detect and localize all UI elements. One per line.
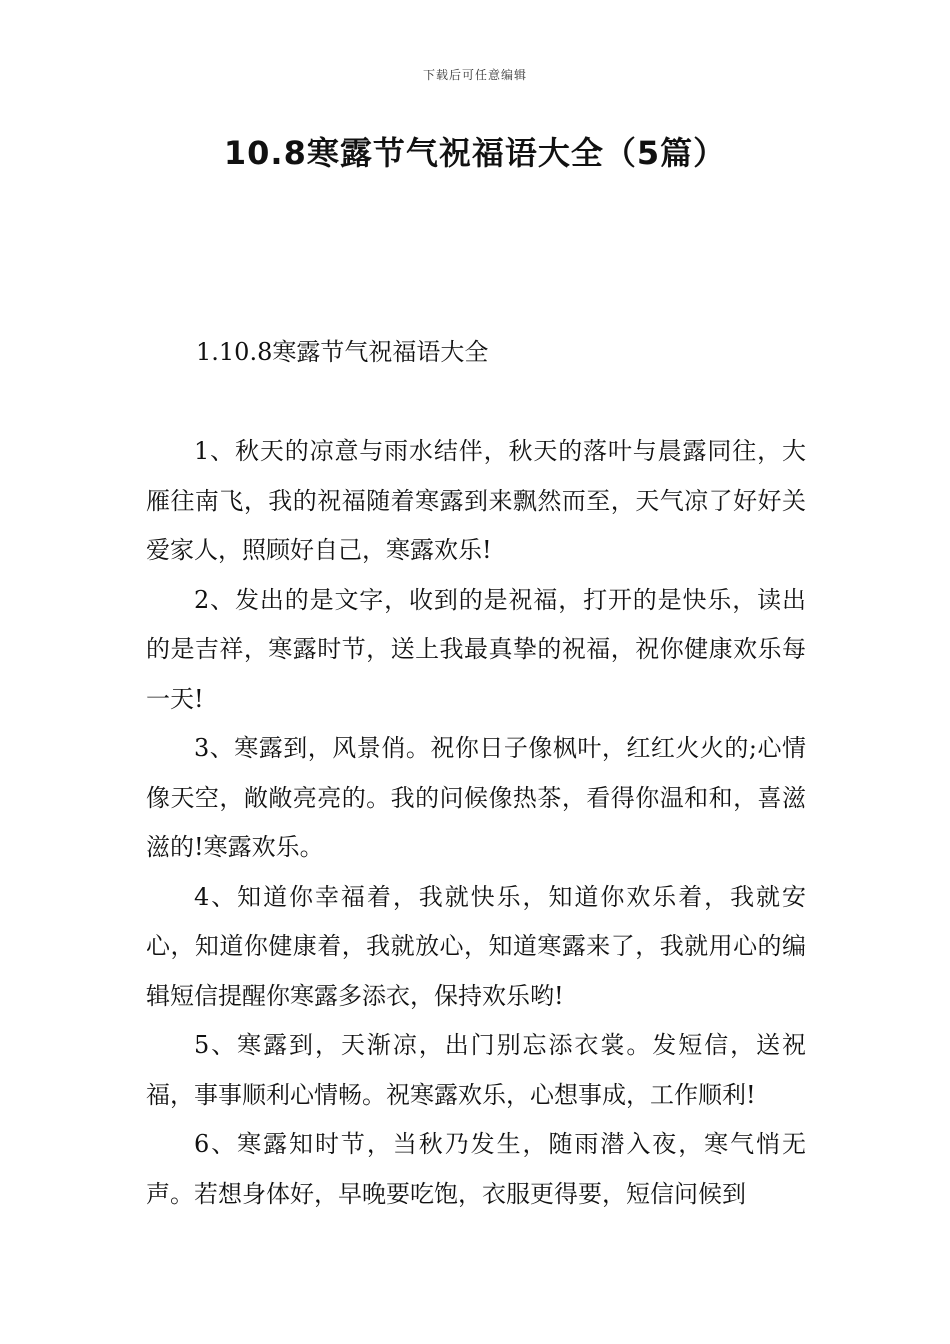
paragraph: 6、寒露知时节，当秋乃发生，随雨潜入夜，寒气悄无声。若想身体好，早晚要吃饱，衣服更得要，短信问候到 [146, 1130, 806, 1208]
paragraph: 1、秋天的凉意与雨水结伴，秋天的落叶与晨露同往，大雁往南飞，我的祝福随着寒露到来飘然而至，天气凉了好好关爱家人，照顾好自己，寒露欢乐! [146, 437, 806, 564]
header-note: 下载后可任意编辑 [422, 68, 527, 82]
paragraph: 4、知道你幸福着，我就快乐，知道你欢乐着，我就安心，知道你健康着，我就放心，知道寒露来了，我就用心的编辑短信提醒你寒露多添衣，保持欢乐哟! [146, 882, 806, 1010]
section-heading: 1.10.8寒露节气祝福语大全 [196, 338, 489, 366]
document-title: 10.8寒露节气祝福语大全（5篇） [223, 134, 727, 172]
paragraph: 3、寒露到，风景俏。祝你日子像枫叶，红红火火的;心情像天空，敞敞亮亮的。我的问候像热茶，看得你温和和，喜滋滋的!寒露欢乐。 [146, 734, 806, 861]
paragraph: 5、寒露到，天渐凉，出门别忘添衣裳。发短信，送祝福，事事顺利心情畅。祝寒露欢乐，心想事成，工作顺利! [146, 1031, 806, 1109]
paragraph: 2、发出的是文字，收到的是祝福，打开的是快乐，读出的是吉祥，寒露时节，送上我最真挚的祝福，祝你健康欢乐每一天! [146, 585, 806, 713]
document-body [146, 427, 806, 1219]
